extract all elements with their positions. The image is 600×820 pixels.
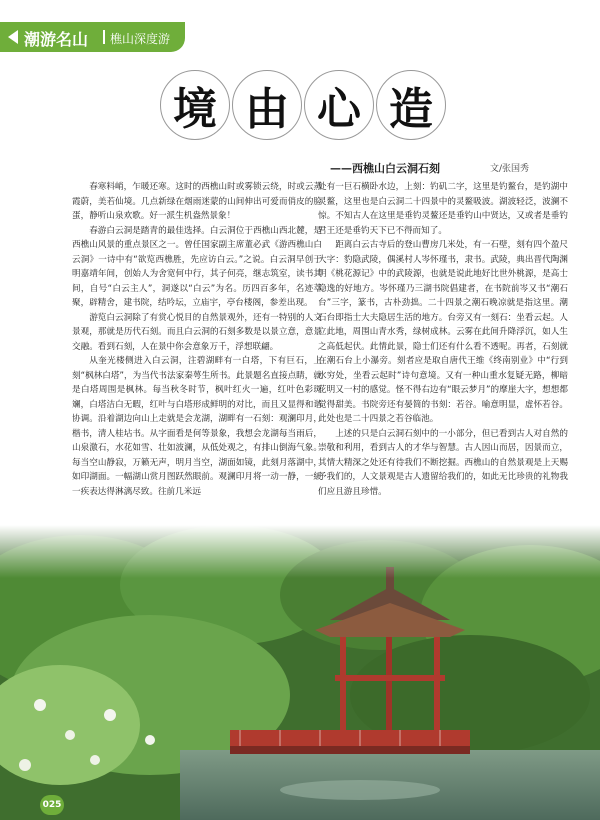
paragraph: 游览白云洞除了有赏心悦目的自然景观外，还有一特别的人文景观，那就是历代石刻。而且白云洞的石刻多数是以景立意，意景交融。看到石刻，人在景中你会意象万千，浮想联翩。 (72, 312, 322, 352)
section-name: 潮游名山 (24, 30, 89, 49)
article-author: 文/张国秀 (490, 164, 530, 174)
page-number: 025 (40, 795, 64, 815)
paragraph: 春游白云洞是踏青的最佳选择。白云洞位于西樵山西北麓，是西樵山风景的重点景区之一。曾任国家副主席董必武《游西樵山白云洞》一诗中有“欲览西樵胜，先应访白云。”之说。白云洞早创于明嘉靖年间，创始人为舍宽何中行，其子何亮，继志筑室，读书其间，自号“白云主人”，洞遂以“白云”为名。历四百多年，名迹萃聚，辟精舍，建书院，结吟坛，立庙宇，亭台楼阁，参差出现。 (72, 225, 322, 308)
text-column-left (72, 180, 322, 499)
article-subtitle: ——西樵山白云洞石刻 (330, 162, 440, 175)
article-title (160, 70, 440, 142)
paragraph: 从奎光楼侧进入白云洞，注碧湖畔有一白塔，下有巨石，上刻“枫林白塔”，为当代书法家秦萼生所书。此景题名直接点睛，就是白塔周围是枫林。每当秋冬时节，枫叶红火一遍，红叶色彩斑斓，白塔洁白无暇，红叶与白塔形成鲜明的对比，而且又显得和谐协调。沿着湖边向山上走就是会龙湖，湖畔有一石刻：观澜印月，楷书，清人桂坫书。从字面看是何等景象，我想会龙湖每当雨后，山泉激石，水花如雪、壮如波澜，从低处观之，有排山倒海气象。每当空山静寂，万籁无声，明月当空，湖面如镜，此刻月落湖中，如印湖面。一幅湖山赏月图跃然眼前。观澜印月将一动一静，一緩一疾表达得淋漓尽致。往前几米远 (72, 356, 322, 497)
paragraph: 距离白云古寺后的登山曹房几米处，有一石壁，刻有四个盈尺大字：豹隐武陵，偶溪村人岑怀瑾书，隶书。武陵，典出晋代陶渊明《桃花源记》中的武陵源，也就是说此地好比世外桃源，是高士隐逸的好地方。岑怀瑾乃三湖书院倡建者，在书院前岑又书“潮石台”三字，篆书，古朴劲拙。二十四景之潮石晚凉就是指这里。潮石台即指士大夫隐居生活的地方。台旁又有一刻石：坐看云起。人立此地，周围山青水秀，绿树成林。云雾在此间升降浮沉，如人生之高低起伏。此情此景，隐士们还有什么看不透呢。再者，石刻就在潮石台上小瀑旁。刻者应是取自唐代王维《终南别业》中“行到水穷处，坐看云起时”诗句意境。又有一种山重水复疑无路，柳暗花明又一村的感觉。怪不得右边有“眼云梦月”的摩崖大字，想想都觉得甜美。书院旁还有晏简的书刻：若谷。喻意明显，虚怀若谷。此处也是二十四景之若谷临池。 (318, 240, 568, 424)
paragraph: 春寒料峭，乍暖还寒。这时的西樵山时或雾锁云绕，时或云蒸霞蔚，美若仙境。几点新绿在烟雨迷蒙的山间伸出可爱而俏皮的脸蛋，静听山泉欢歌。好一派生机盎然景象！ (72, 182, 322, 221)
title-char-3: 心 (304, 70, 374, 140)
paragraph: 处有一巨石横卧水边，上刻：钓矶二字，这里是钓鳌台，是钓湖中灵鳌，这里也是白云洞二十四景中的灵鳌吸波。湖波轻泛，波澜不惊。不知古人在这里是垂钓灵鳌还是垂钓山中贤达，又或者是垂钓君王还是垂钓天下已不得而知了。 (318, 182, 568, 236)
arrow-icon (8, 30, 18, 44)
paragraph: 上述的只是白云洞石刻中的一小部分，但已看到古人对自然的崇敬和利用，看到古人的才华与智慧。古人因山而居，因景而立，其情大精深之处还有待我们不断挖掘。西樵山的自然景观是上天赐予我们的，人文景观是古人遗留给我们的，如此无比珍贵的礼物我们应且游且珍惜。 (318, 428, 568, 497)
title-char-1: 境 (160, 70, 230, 140)
column-name: 樵山深度游 (110, 32, 171, 46)
section-header (0, 22, 185, 52)
pavilion-lake-photo (0, 525, 600, 820)
title-char-4: 造 (376, 70, 446, 140)
title-char-2: 由 (232, 70, 302, 140)
header-divider (103, 30, 105, 44)
text-column-right (318, 180, 568, 499)
